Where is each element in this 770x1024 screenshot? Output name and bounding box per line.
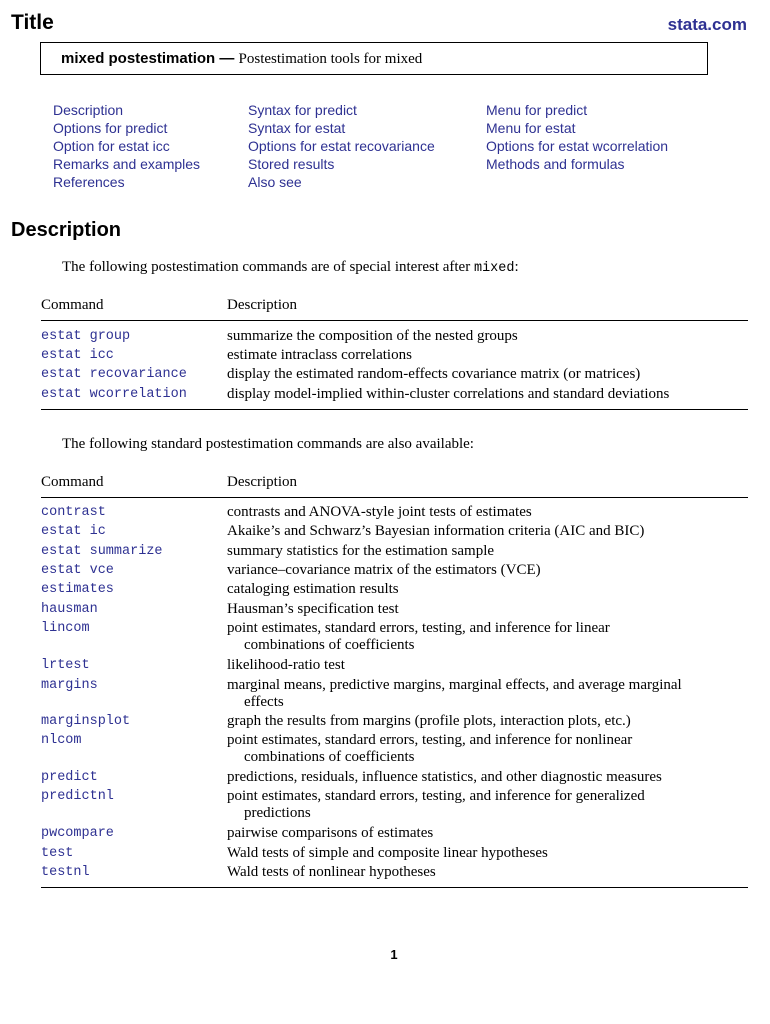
command-link[interactable]: estat icc (41, 348, 114, 363)
toc-link-menu-estat[interactable]: Menu for estat (486, 120, 576, 136)
command-link[interactable]: estat summarize (41, 544, 163, 559)
site-link[interactable]: stata.com (667, 15, 747, 34)
command-link[interactable]: test (41, 846, 74, 861)
intro-text: The following postestimation commands are of special interest after (62, 259, 474, 275)
command-description: likelihood-ratio test (227, 657, 345, 673)
command-description: summary statistics for the estimation sample (227, 543, 495, 559)
toc-column-2 (248, 101, 435, 191)
command-link[interactable]: predictnl (41, 789, 114, 804)
toc-link-references[interactable]: References (53, 174, 125, 190)
toc-link-also-see[interactable]: Also see (248, 174, 302, 190)
command-link[interactable]: lincom (41, 621, 90, 636)
command-link[interactable]: lrtest (41, 658, 90, 673)
table2-header-description: Description (227, 474, 297, 490)
description-line-2: combinations of coefficients (244, 749, 415, 765)
entry-header-box (40, 42, 708, 75)
toc-column-3 (486, 101, 668, 173)
toc-link-syntax-estat[interactable]: Syntax for estat (248, 120, 346, 136)
command-description: predictions, residuals, influence statistics, and other diagnostic measures (227, 769, 662, 785)
toc-link-description[interactable]: Description (53, 102, 124, 118)
command-link[interactable]: marginsplot (41, 714, 131, 729)
command-description: summarize the composition of the nested groups (227, 328, 518, 344)
command-description: Akaike’s and Schwarz’s Bayesian information criteria (AIC and BIC) (227, 523, 645, 539)
command-link[interactable]: margins (41, 678, 98, 693)
table1-header-rule (41, 320, 748, 321)
table2-bottom-rule (41, 887, 748, 888)
command-description: Hausman’s specification test (227, 601, 399, 617)
command-description (227, 732, 761, 766)
intro-punct: : (514, 259, 519, 275)
toc-link-options-predict[interactable]: Options for predict (53, 120, 168, 136)
table1-header-description: Description (227, 297, 297, 313)
toc-link-syntax-predict[interactable]: Syntax for predict (248, 102, 357, 118)
toc-link-remarks[interactable]: Remarks and examples (53, 156, 201, 172)
command-description: estimate intraclass correlations (227, 347, 412, 363)
command-link[interactable]: estat recovariance (41, 367, 187, 382)
intro-command: mixed (473, 261, 515, 276)
toc-link-methods[interactable]: Methods and formulas (486, 156, 625, 172)
command-link[interactable]: estimates (41, 582, 114, 597)
table2-header-rule (41, 497, 748, 498)
command-link[interactable]: contrast (41, 505, 106, 520)
intro-paragraph-2: The following standard postestimation commands are also available: (62, 436, 474, 452)
entry-description: Postestimation tools for mixed (238, 51, 423, 67)
table1-header-command: Command (41, 297, 104, 313)
toc-link-option-estat-icc[interactable]: Option for estat icc (53, 138, 170, 154)
table2-header-command: Command (41, 474, 104, 490)
command-description: contrasts and ANOVA-style joint tests of estimates (227, 504, 532, 520)
command-link[interactable]: testnl (41, 865, 90, 880)
description-line-1: point estimates, standard errors, testing, and inference for nonlinear (227, 732, 633, 748)
toc-link-menu-predict[interactable]: Menu for predict (486, 102, 588, 118)
command-link[interactable]: estat ic (41, 524, 106, 539)
command-description: Wald tests of nonlinear hypotheses (227, 864, 436, 880)
description-line-2: combinations of coefficients (244, 637, 415, 653)
command-description: graph the results from margins (profile plots, interaction plots, etc.) (227, 713, 631, 729)
page-title: Title (11, 11, 54, 34)
page-number: 1 (390, 947, 398, 962)
command-description (227, 677, 761, 711)
command-link[interactable]: nlcom (41, 733, 82, 748)
toc-link-options-wcorrelation[interactable]: Options for estat wcorrelation (486, 138, 669, 154)
description-line-1: point estimates, standard errors, testing, and inference for generalized (227, 788, 645, 804)
description-line-1: marginal means, predictive margins, marginal effects, and average marginal (227, 677, 682, 693)
command-description: pairwise comparisons of estimates (227, 825, 434, 841)
table1-bottom-rule (41, 409, 748, 410)
command-link[interactable]: hausman (41, 602, 98, 617)
toc-column-1 (53, 101, 200, 191)
description-line-2: predictions (244, 805, 311, 821)
entry-dash: — (219, 50, 235, 67)
toc-link-stored-results[interactable]: Stored results (248, 156, 335, 172)
command-link[interactable]: predict (41, 770, 98, 785)
command-description: variance–covariance matrix of the estimators (VCE) (227, 562, 541, 578)
command-link[interactable]: estat vce (41, 563, 114, 578)
command-link[interactable]: estat wcorrelation (41, 387, 187, 402)
intro-paragraph-1 (62, 259, 519, 276)
section-heading: Description (11, 219, 122, 241)
command-description (227, 788, 761, 822)
command-description: display the estimated random-effects covariance matrix (or matrices) (227, 366, 641, 382)
description-line-2: effects (244, 694, 284, 710)
command-description: cataloging estimation results (227, 581, 399, 597)
entry-command: mixed postestimation (61, 50, 216, 67)
command-link[interactable]: pwcompare (41, 826, 114, 841)
command-link[interactable]: estat group (41, 329, 131, 344)
command-description: Wald tests of simple and composite linear hypotheses (227, 845, 548, 861)
entry-header (61, 50, 422, 68)
description-line-1: point estimates, standard errors, testing, and inference for linear (227, 620, 610, 636)
command-description: display model-implied within-cluster correlations and standard deviations (227, 386, 670, 402)
command-description (227, 620, 761, 654)
toc-link-options-recovariance[interactable]: Options for estat recovariance (248, 138, 435, 154)
